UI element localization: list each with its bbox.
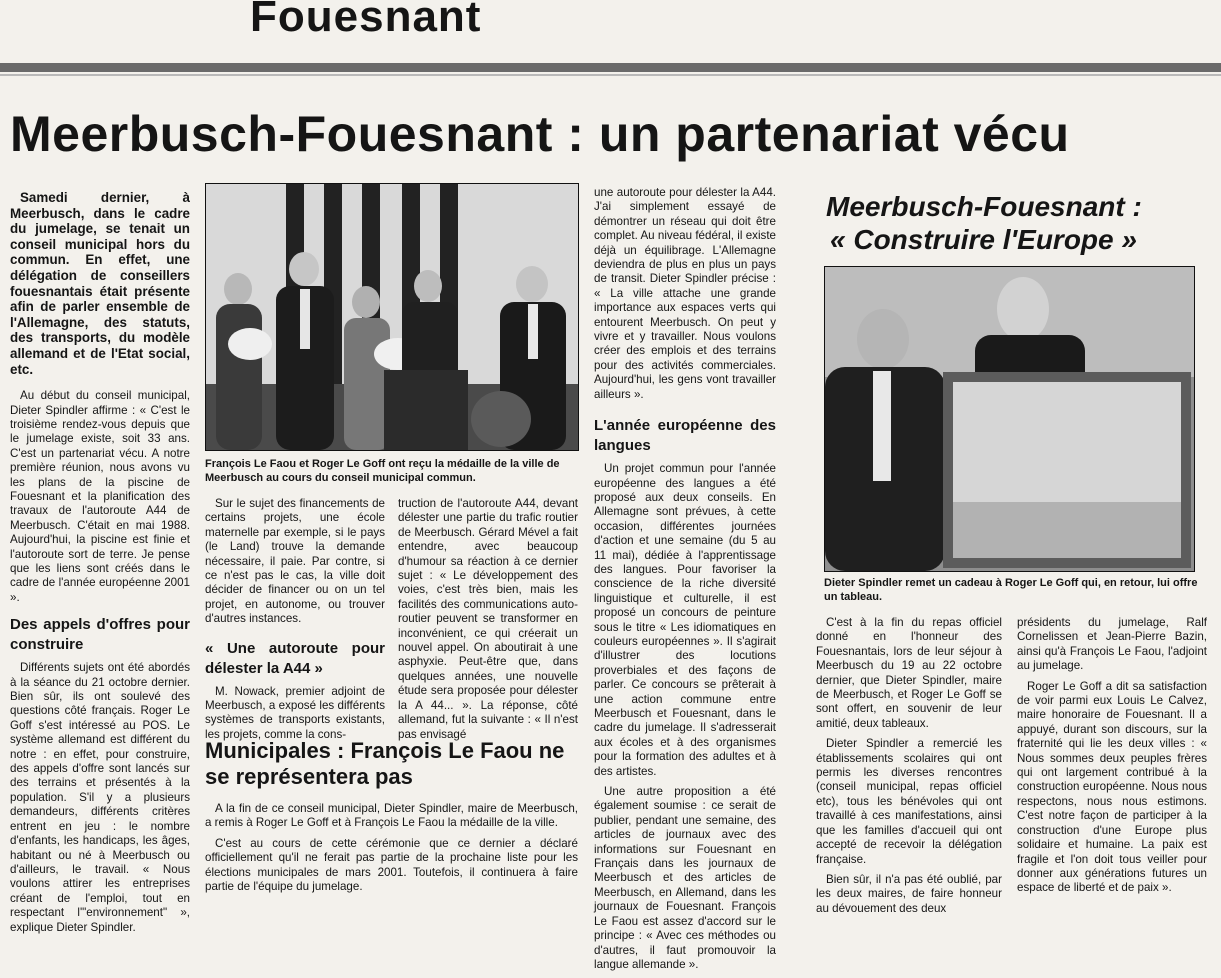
photo-gift-caption: Dieter Spindler remet un cadeau à Roger Le Goff qui, en retour, lui offre un tableau.	[824, 577, 1198, 603]
header-rule	[0, 63, 1221, 72]
paragraph: Au début du conseil municipal, Dieter Spindler affirme : « C'est le troisième rendez-vous depuis que le jumelage existe, soit 33 ans. C'est un partenariat vécu. A notre première réunion, nous avons vu les plans de la piscine de Fouesnant et la planification des travaux de l'autoroute A44 de Meerbusch. C'était en mai 1988. Aujourd'hui, la piscine est finie et l'autoroute sort de terre. Je pense que les liens sont créés dans le cadre de l'année européenne 2001 ».	[10, 389, 190, 604]
paragraph: C'est à la fin du repas officiel donné en l'honneur des Fouesnantais, lors de leur séjour à Meerbusch du 19 au 22 octobre dernier, que Dieter Spindler, maire de Meerbusch, et Roger Le Goff se sont offert, en souvenir de leur amitié, deux tableaux.	[816, 616, 1002, 730]
paragraph: Dieter Spindler a remercié les établissements scolaires qui ont permis les diverses rencontres (conseil municipal, repas officiel etc), tous les bénévoles qui ont travaillé à ces manifestations, ainsi que les familles d'accueil qui ont accepté de recevoir la délégation française.	[816, 737, 1002, 866]
paragraph: M. Nowack, premier adjoint de Meerbusch, a exposé les différents systèmes de transports existants, les projets, comme la cons-	[205, 684, 385, 741]
column-1	[10, 190, 190, 941]
column-3	[398, 497, 578, 748]
side-article-title	[826, 190, 1206, 256]
paragraph: Différents sujets ont été abordés à la séance du 21 octobre dernier. Bien sûr, ils ont soulevé des questions côté français. Roger Le Goff s'est intéressé au POS. Le système allemand est différent du notre : en effet, pour construire, des appels d'offre sont lancés sur des terrains et présentés à la population. S'il y a plusieurs demandeurs, différents critères entrent en jeu : le nombre d'enfants, les handicaps, les âges, habitant ou né à Meerbusch ou d'ailleurs, le travail. « Nous voulons attirer les entreprises créant de l'emploi, tout en respectant l'"environnement" », explique Dieter Spindler.	[10, 661, 190, 934]
subheading-appels: Des appels d'offres pour construire	[10, 616, 190, 654]
lead-paragraph: Samedi dernier, à Meerbusch, dans le cadre du jumelage, se tenait un conseil municipal hors du commun. En effet, une délégation de conseillers fouesnantais était présente afin de parler ensemble de l'Allemagne, des statuts, des transports, du modèle allemand et de l'Etat social, etc.	[10, 190, 190, 377]
paragraph: Sur le sujet des financements de certains projets, une école maternelle par exemple, si le pays (le Land) trouve la demande nécessaire, il paie. Par contre, si ce n'est pas le cas, la ville doit décider de financer ou on un tel projet, en autonome, ou trouver d'autres instances.	[205, 497, 385, 626]
photo-gift	[824, 266, 1195, 572]
photo-ceremony	[205, 183, 579, 451]
header-rule-thin	[0, 74, 1221, 76]
gift-photo-image	[825, 267, 1194, 571]
paragraph: A la fin de ce conseil municipal, Dieter Spindler, maire de Meerbusch, a remis à Roger Le Goff et à François Le Faou la médaille de la ville.	[205, 802, 578, 830]
subheading-autoroute: « Une autoroute pour délester la A44 »	[205, 639, 385, 677]
side-title-line-1: Meerbusch-Fouesnant :	[826, 191, 1142, 222]
municipales-box	[205, 738, 578, 900]
paragraph: Roger Le Goff a dit sa satisfaction de voir parmi eux Louis Le Calvez, maire honoraire de Fouesnant. Il a appuyé, durant son discours, sur la fraternité qui lie les deux villes : « Nous sommes deux peuples frères qui ont largement contribué à la construction européenne. Nous nous respectons, nous nous estimons. C'est notre façon de participer à la construction d'une Europe plus solidaire et humaine. La paix est fragile et l'on doit tous veiller pour donner aux générations futures un espace de liberté et de paix ».	[1017, 679, 1207, 895]
subheading-langues: L'année européenne des langues	[594, 417, 776, 455]
side-title-line-2: « Construire l'Europe »	[830, 224, 1137, 255]
side-column-a	[816, 616, 1002, 922]
municipales-title: Municipales : François Le Faou ne se représentera pas	[205, 738, 565, 789]
side-column-b	[1017, 616, 1207, 902]
column-2	[205, 497, 385, 748]
paragraph: Une autre proposition a été également soumise : ce serait de publier, pendant une semaine, des articles de journaux avec des informations sur Fouesnant en Français dans les journaux de Meerbusch et des articles de Meerbusch, en Allemand, dans les journaux de Fouesnant. François Le Faou est assez d'accord sur le principe : « Avec ces méthodes ou d'autres, il faut promouvoir la langue allemande ».	[594, 785, 776, 971]
headline: Meerbusch-Fouesnant : un partenariat vécu	[10, 106, 1070, 162]
paragraph: Un projet commun pour l'année européenne des langues a été proposé aux deux conseils. En Allemagne sont prévues, à cette occasion, différentes journées d'action et une semaine (du 5 au 11 mai), dédiée à l'apprentissage des langues. Pour favoriser la conscience de la riche diversité linguistique et culturelle, il est proposé un concours de peinture sous le titre « Les idiomatiques en couleurs européennes ». Il s'agirait d'illustrer des locutions proverbiales et des façons de parler. Ce concours se prêterait à une action commune entre Meerbusch et Fouesnant, dans le cadre du jumelage. Il s'adresserait aux écoles et à des organismes pour la formation des adultes et à des artistes.	[594, 462, 776, 778]
column-4	[594, 186, 776, 978]
paragraph: C'est au cours de cette cérémonie que ce dernier a déclaré officiellement qu'il ne ferait pas partie de la prochaine liste pour les élections municipales de mars 2001. Toutefois, il continuera à faire partie de l'équipe du jumelage.	[205, 836, 578, 894]
photo-ceremony-caption: François Le Faou et Roger Le Goff ont reçu la médaille de la ville de Meerbusch au cours du conseil municipal commun.	[205, 458, 560, 484]
paragraph: truction de l'autoroute A44, devant délester une partie du trafic routier de Meerbusch. Gérard Mével a fait entendre, avec beaucoup d'humour sa réaction à ce dernier sujet : « Le développement des voies, c'est très bien, mais les facilités des communications auto-routier peuvent se transformer en inconvénient, ce qui créerait un nouvel appel. On aboutirait à une asphyxie. Peut-être que, dans quelques années, une nouvelle étude sera proposée pour délester la A 44... ». La réponse, côté allemand, fut la suivante : « Il n'est pas envisagé	[398, 497, 578, 741]
section-title: Fouesnant	[250, 0, 482, 41]
ceremony-photo-image	[206, 184, 578, 450]
paragraph: Bien sûr, il n'a pas été oublié, par les deux maires, de faire honneur au dévouement des deux	[816, 872, 1002, 915]
paragraph: présidents du jumelage, Ralf Cornelissen et Jean-Pierre Bazin, ainsi qu'à François Le Faou, l'adjoint au jumelage.	[1017, 616, 1207, 673]
paragraph: une autoroute pour délester la A44. J'ai simplement essayé de démontrer un réseau qui doit être complet. Au niveau fédéral, il existe déjà un équilibrage. L'Allemagne deviendra de plus en plus un pays de transit. Dieter Spindler précise : « La ville attache une grande importance aux espaces verts qui entourent Meerbusch. On peut y vivre et y travailler. Nous voulons créer des emplois et des terrains pour des activités commerciales. Aujourd'hui, les gens vont travailler ailleurs ».	[594, 186, 776, 401]
